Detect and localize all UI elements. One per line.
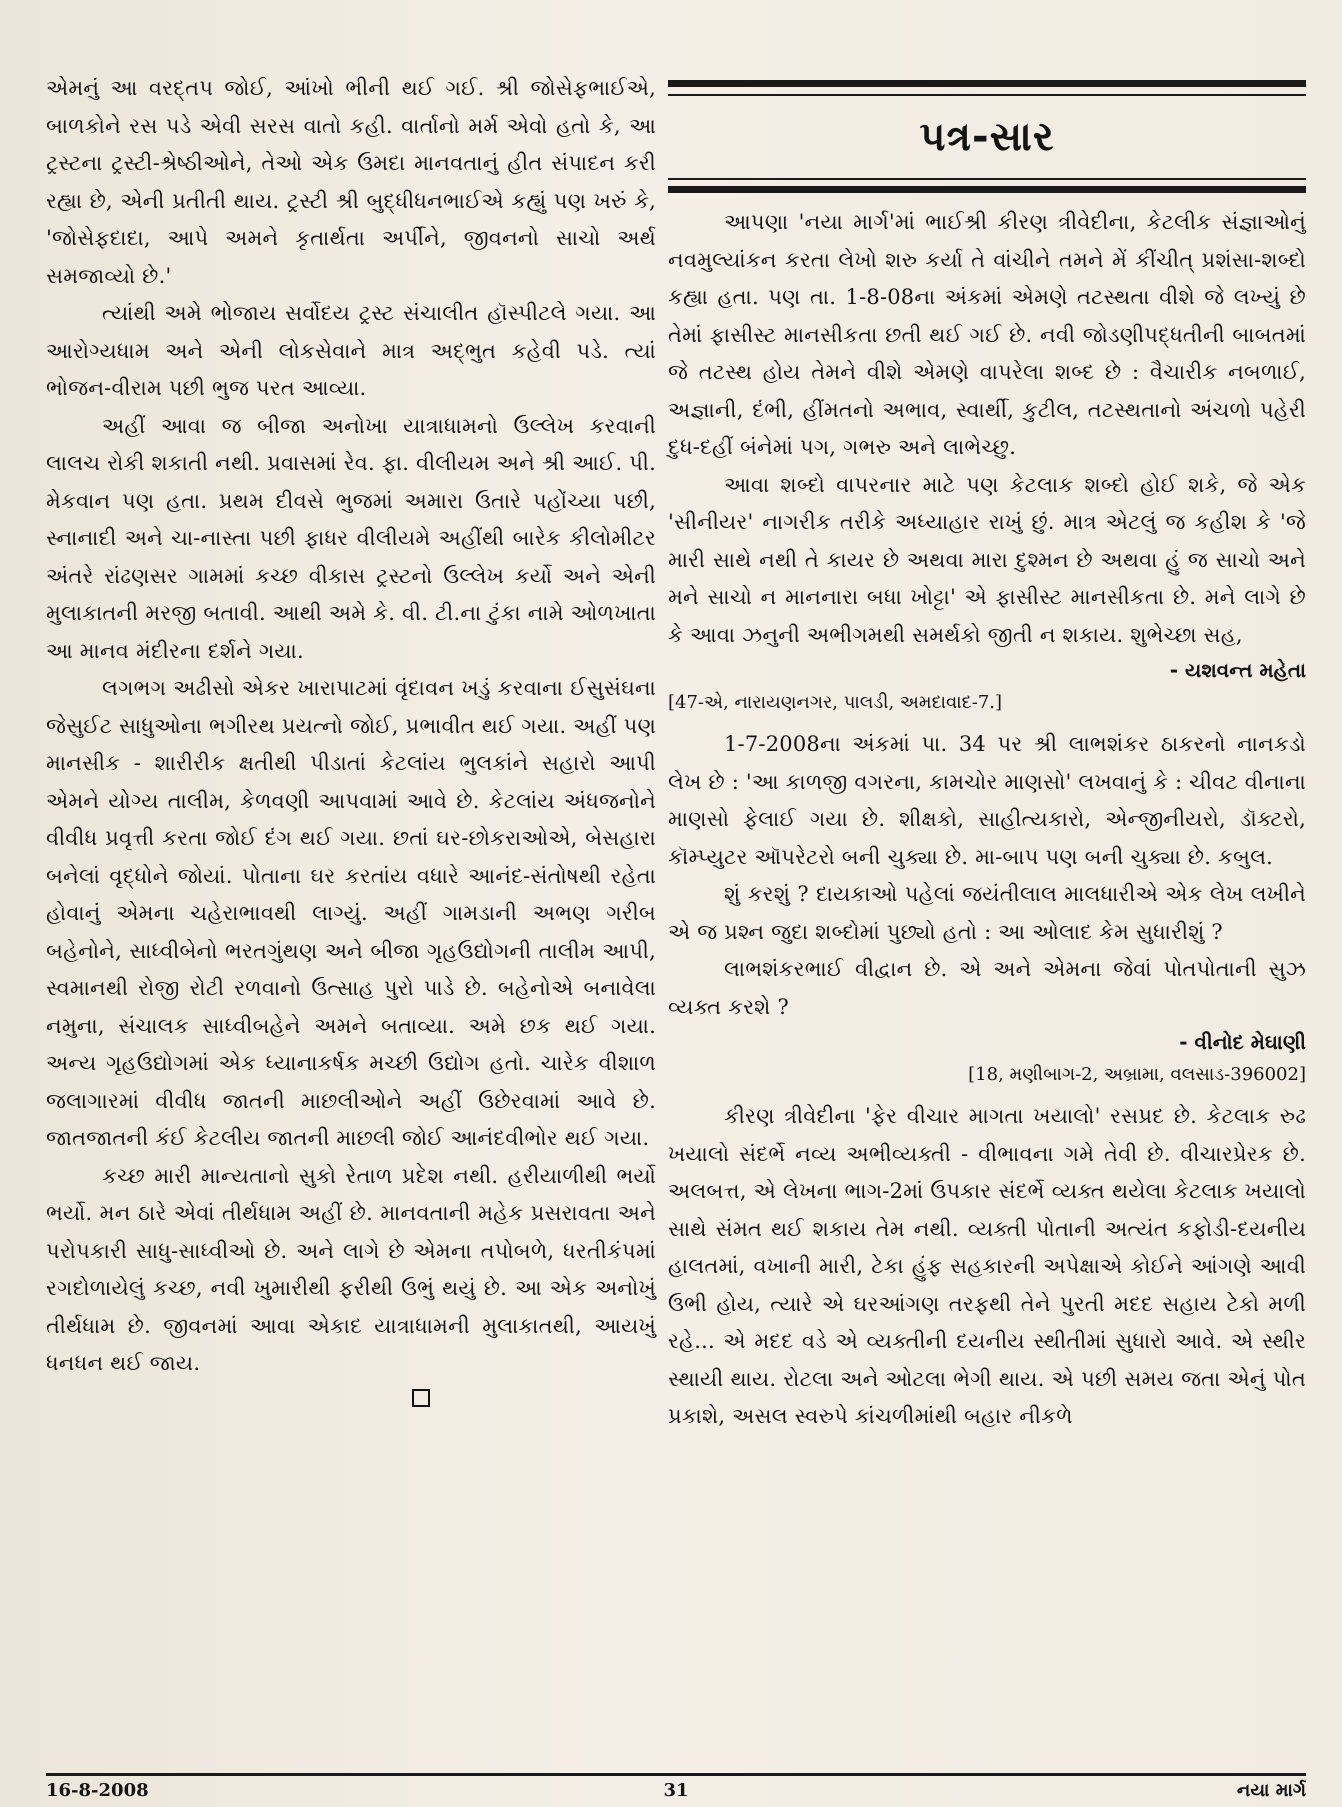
magazine-name: નયા માર્ગ [1236,1780,1306,1801]
header-rule-top [668,80,1306,87]
letter-paragraph: આવા શબ્દો વાપરનાર માટે પણ કેટલાક શબ્દો હોઈ શકે, જે એક 'સીનીયર' નાગરીક તરીકે અધ્યાહાર રાખું છું. માત્ર એટલું જ કહીશ કે 'જે મારી સાથે નથી તે કાયર છે અથવા મારા દુશ્મન છે અથવા હું જ સાચો અને મને સાચો ન માનનારા બધા ખોટ્ટા' એ ફાસીસ્ટ માનસીકતા છે. મને લાગે છે કે આવા ઝનુની અભીગમથી સમર્થકો જીતી ન શકાય. શુભેચ્છા સહ, [668,472,1306,647]
article-paragraph: એમનું આ વરદ્‌તપ જોઈ, આંખો ભીની થઈ ગઈ. શ્રી જોસેફભાઈએ, બાળકોને રસ પડે એવી સરસ વાતો કહી. વાર્તાનો મર્મ એવો હતો કે, આ ટ્રસ્ટના ટ્રસ્ટી-શ્રેષ્ઠીઓને, તેઓ એક ઉમદા માનવતાનું હીત સંપાદન કરી રહ્યા છે, એની પ્રતીતી થાય. ટ્રસ્ટી શ્રી બુદ્ધીધનભાઈએ કહ્યું પણ ખરું કે, 'જોસેફદાદા, આપે અમને કૃતાર્થતા અર્પીને, જીવનનો સાચો અર્થ સમજાવ્યો છે.' [46,76,656,288]
article-paragraph: કચ્છ મારી માન્યતાનો સુકો રેતાળ પ્રદેશ નથી. હરીયાળીથી ભર્યો ભર્યો. મન ઠારે એવાં તીર્થધામ અહીં છે. માનવતાની મહેક પ્રસરાવતા અને પરોપકારી સાધુ-સાધ્વીઓ છે. અને લાગે છે એમના તપોબળે, ધરતીકંપમાં રગદોળાયેલું કચ્છ, નવી ખુમારીથી ફરીથી ઉભું થયું છે. આ એક અનોખું તીર્થધામ છે. જીવનમાં આવા એકાદ યાત્રાધામની મુલાકાતથી, આયખું ધનધન થઈ જાય. [46,1163,656,1375]
header-rule-top-thin [668,94,1306,96]
article-paragraph: અહીં આવા જ બીજા અનોખા યાત્રાધામનો ઉલ્લેખ કરવાની લાલચ રોકી શકાતી નથી. પ્રવાસમાં રેવ. ફા. વીલીયમ અને શ્રી આઈ. પી. મેકવાન પણ હતા. પ્રથમ દીવસે ભુજમાં અમારા ઉતારે પહોંચ્યા પછી, સ્નાનાદી અને ચા-નાસ્તા પછી ફાધર વીલીયમે અહીંથી બારેક કીલોમીટર અંતરે રાંઢણસર ગામમાં કચ્છ વીકાસ ટ્રસ્ટનો ઉલ્લેખ કર્યો અને એની મુલાકાતની મરજી બતાવી. આથી અમે કે. વી. ટી.ના ટુંકા નામે ઓળખાતા આ માનવ મંદીરના દર્શને ગયા. [46,413,656,663]
article-end-mark [412,1389,430,1407]
letter-paragraph: શું કરશું ? દાયકાઓ પહેલાં જયંતીલાલ માલધારીએ એક લેખ લખીને એ જ પ્રશ્ન જુદા શબ્દોમાં પુછ્યો હતો : આ ઓલાદ કેમ સુધારીશું ? [668,882,1306,944]
letter-paragraph: લાભશંકરભાઈ વીદ્વાન છે. એ અને એમના જેવાં પોતપોતાની સુઝ વ્યક્ત કરશે ? [668,957,1306,1019]
article-paragraph: લગભગ અઢીસો એકર ખારાપાટમાં વૃંદાવન ખડું કરવાના ઈસુસંઘના જેસુઈટ સાધુઓના ભગીરથ પ્રયત્નો જોઈ, પ્રભાવીત થઈ ગયા. અહીં પણ માનસીક - શારીરીક ક્ષતીથી પીડાતાં કેટલાંય ભુલકાંને સહારો આપી એમને યોગ્ય તાલીમ, કેળવણી આપવામાં આવે છે. કેટલાંય અંધજનોને વીવીધ પ્રવૃત્તી કરતા જોઈ દંગ થઈ ગયા. છતાં ઘર-છોકરાઓએ, બેસહારા બનેલાં વૃદ્ધોને જોયાં. પોતાના ઘર કરતાંય વધારે આનંદ-સંતોષથી રહેતા હોવાનું એમના ચહેરાભાવથી લાગ્યું. અહીં ગામડાની અભણ ગરીબ બહેનોને, સાધ્વીબેનો ભરતગુંથણ અને બીજા ગૃહઉદ્યોગની તાલીમ આપી, સ્વમાનથી રોજી રોટી રળવાનો ઉત્સાહ પુરો પાડે છે. બહેનોએ બનાવેલા નમુના, સંચાલક સાધ્વીબહેને અમને બતાવ્યા. અમે છક થઈ ગયા. અન્ય ગૃહઉદ્યોગમાં એક ધ્યાનાકર્ષક મચ્છી ઉદ્યોગ હતો. ચારેક વીશાળ જલાગારમાં વીવીધ જાતની માછલીઓને અહીં ઉછેરવામાં આવે છે. જાતજાતની કંઈ કેટલીય જાતની માછલી જોઈ આનંદવીભોર થઈ ગયા. [46,676,656,1150]
page-number: 31 [663,1780,689,1801]
left-column [46,70,656,1407]
letter-paragraph: આપણા 'નયા માર્ગ'માં ભાઈશ્રી કીરણ ત્રીવેદીના, કેટલીક સંજ્ઞાઓનું નવમુલ્યાંકન કરતા લેખો શરુ કર્યા તે વાંચીને તમને મેં કીંચીત્‌ પ્રશંસા-શબ્દો કહ્યા હતા. પણ તા. 1-8-08ના અંકમાં એમણે તટસ્થતા વીશે જે લખ્યું છે તેમાં ફાસીસ્ટ માનસીકતા છતી થઈ ગઈ છે. નવી જોડણીપદ્ધતીની બાબતમાં જે તટસ્થ હોય તેમને વીશે એમણે વાપરેલા શબ્દ છે : વૈચારીક નબળાઈ, અજ્ઞાની, દંભી, હીંમતનો અભાવ, સ્વાર્થી, કુટીલ, તટસ્થતાનો અંચળો પહેરી દુધ-દહીં બંનેમાં પગ, ગભરુ અને લાભેચ્છુ. [668,210,1306,459]
letter-signature: - યશવન્ત મહેતા [1169,658,1306,682]
article-paragraph: ત્યાંથી અમે ભોજાય સર્વોદય ટ્રસ્ટ સંચાલીત હૉસ્પીટલે ગયા. આ આરોગ્યધામ અને એની લોકસેવાને માત્ર અદ્‌ભુત કહેવી પડે. ત્યાં ભોજન-વીરામ પછી ભુજ પરત આવ્યા. [46,301,656,400]
letter-address: [47-એ, નારાયણનગર, પાલડી, અમદાવાદ-7.] [668,692,1003,713]
header-rule-bottom [668,186,1306,193]
letter-signature: - વીનોદ મેઘાણી [1179,1030,1306,1054]
letter-address: [18, મણીબાગ-2, અબ્રામા, વલસાડ-396002] [968,1064,1306,1085]
section-title: પત્ર-સાર [919,114,1055,160]
header-rule-bottom-thin [668,178,1306,180]
footer-rule [46,1773,1306,1776]
right-column [668,70,1306,1436]
issue-date: 16-8-2008 [46,1780,149,1801]
section-header [668,70,1306,200]
letter-paragraph: 1-7-2008ના અંકમાં પા. 34 પર શ્રી લાભશંકર ઠાકરનો નાનકડો લેખ છે : 'આ કાળજી વગરના, કામચોર માણસો' લખવાનું કે : ચીવટ વીનાના માણસો ફેલાઈ ગયા છે. શીક્ષકો, સાહીત્યકારો, એન્જીનીયરો, ડૉક્ટરો, કૉમ્પ્યુટર ઑપરેટરો બની ચુક્યા છે. મા-બાપ પણ બની ચુક્યા છે. કબુલ. [668,732,1306,869]
page-footer [46,1780,1306,1806]
letter-paragraph: કીરણ ત્રીવેદીના 'ફેર વીચાર માગતા ખયાલો' રસપ્રદ છે. કેટલાક રુઢ ખયાલો સંદર્ભે નવ્ય અભીવ્યક્તી - વીભાવના ગમે તેવી છે. વીચારપ્રેરક છે. અલબત્ત, એ લેખના ભાગ-2માં ઉપકાર સંદર્ભે વ્યક્ત થયેલા કેટલાક ખયાલો સાથે સંમત થઈ શકાય તેમ નથી. વ્યક્તી પોતાની અત્યંત કફોડી-દયનીય હાલતમાં, વખાની મારી, ટેકા હુંફ સહકારની અપેક્ષાએ કોઈને આંગણે આવી ઉભી હોય, ત્યારે એ ઘરઆંગણ તરફથી તેને પુરતી મદદ સહાય ટેકો મળી રહે... એ મદદ વડે એ વ્યક્તીની દયનીય સ્થીતીમાં સુધારો આવે. એ સ્થીર સ્થાયી થાય. રોટલા અને ઓટલા ભેગી થાય. એ પછી સમય જતા એનું પોત પ્રકાશે, અસલ સ્વરુપે કાંચળીમાંથી બહાર નીકળે [668,1104,1306,1428]
